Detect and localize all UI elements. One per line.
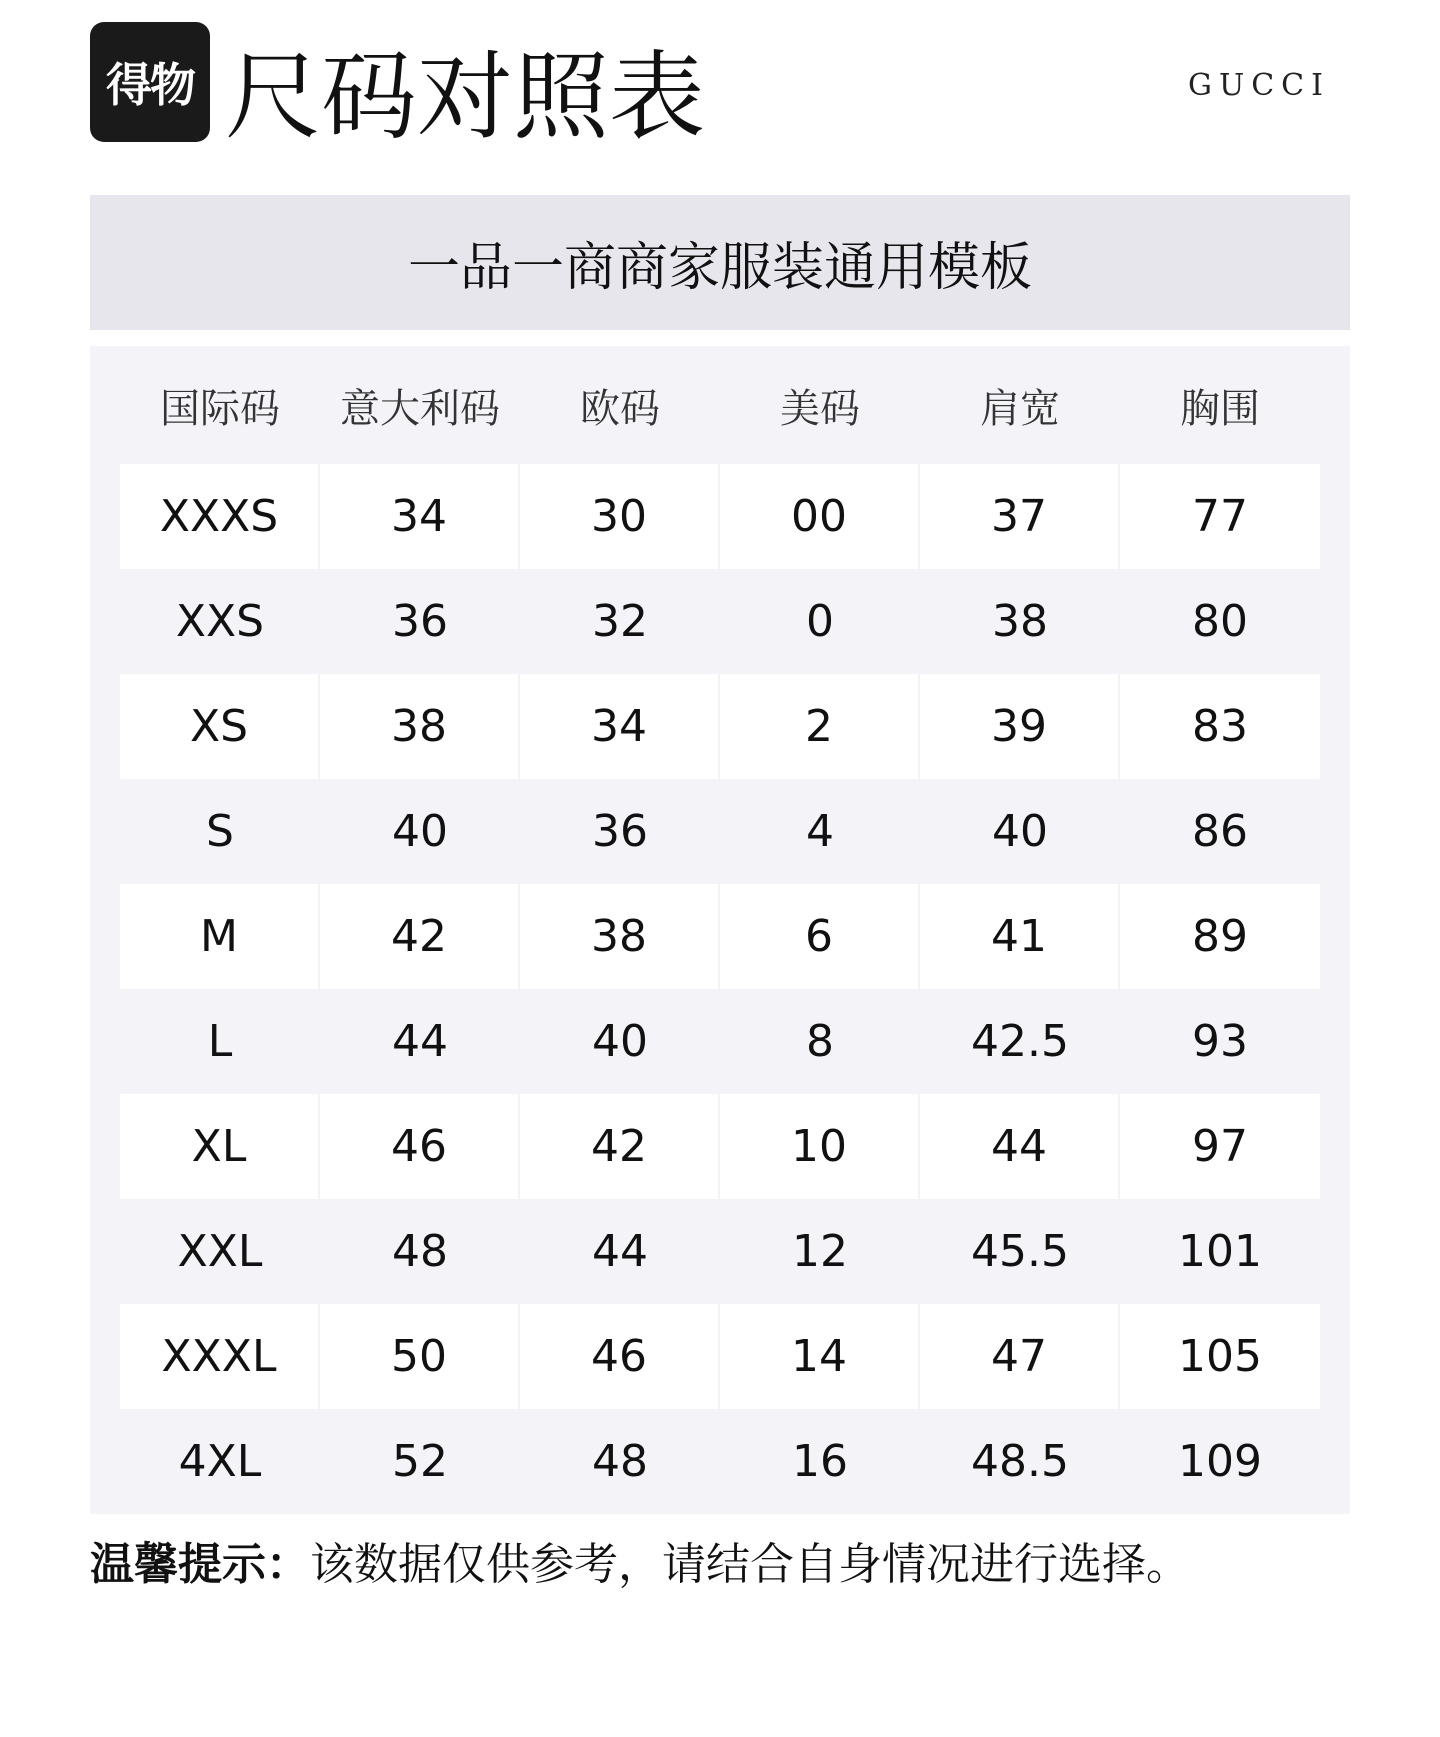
table-row	[120, 569, 1320, 674]
table-cell: 6	[720, 884, 920, 989]
table-cell: 2	[720, 674, 920, 779]
table-header-row	[120, 346, 1320, 464]
table-cell: 105	[1120, 1304, 1320, 1409]
table-row	[120, 464, 1320, 569]
table-cell: 34	[320, 464, 520, 569]
table-cell: 8	[806, 1016, 834, 1067]
table-row	[120, 674, 1320, 779]
tip-label: 温馨提示：	[90, 1539, 310, 1590]
size-table	[90, 346, 1350, 1514]
table-cell: 77	[1120, 464, 1320, 569]
table-cell: 12	[792, 1226, 848, 1277]
table-cell: 32	[592, 596, 648, 647]
table-cell: 50	[320, 1304, 520, 1409]
table-cell: 39	[920, 674, 1120, 779]
table-cell: 44	[392, 1016, 448, 1067]
table-cell: 4XL	[178, 1436, 262, 1487]
table-cell: XS	[120, 674, 320, 779]
table-cell: 40	[992, 806, 1048, 857]
table-cell: 42.5	[971, 1016, 1069, 1067]
table-cell: 48.5	[971, 1436, 1069, 1487]
brand-logo-text: GUCCI	[1187, 68, 1330, 103]
table-cell: 10	[720, 1094, 920, 1199]
table-cell: 45.5	[971, 1226, 1069, 1277]
logo-text: 得物	[106, 58, 194, 112]
table-cell: 37	[920, 464, 1120, 569]
table-cell: 97	[1120, 1094, 1320, 1199]
table-cell: S	[206, 806, 234, 857]
table-cell: XL	[120, 1094, 320, 1199]
header	[90, 22, 1350, 152]
column-header: 肩宽	[980, 385, 1060, 432]
table-cell: 14	[720, 1304, 920, 1409]
column-header: 意大利码	[340, 385, 500, 432]
table-cell: 40	[392, 806, 448, 857]
table-cell: 46	[320, 1094, 520, 1199]
table-cell: 41	[920, 884, 1120, 989]
table-cell: XXS	[175, 596, 265, 647]
table-cell: 30	[520, 464, 720, 569]
table-cell: XXXS	[120, 464, 320, 569]
column-header: 美码	[780, 385, 860, 432]
table-cell: 44	[592, 1226, 648, 1277]
column-header: 胸围	[1180, 385, 1260, 432]
table-row	[120, 884, 1320, 989]
table-cell: 38	[520, 884, 720, 989]
table-cell: 109	[1178, 1436, 1262, 1487]
table-row	[120, 989, 1320, 1094]
table-row	[120, 1199, 1320, 1304]
table-cell: 83	[1120, 674, 1320, 779]
table-row	[120, 1094, 1320, 1199]
dewu-logo	[90, 22, 210, 142]
column-header: 国际码	[160, 385, 280, 432]
table-cell: 48	[392, 1226, 448, 1277]
table-cell: 89	[1120, 884, 1320, 989]
tip-note	[90, 1535, 1190, 1595]
page-title: 尺码对照表	[225, 41, 705, 153]
tip-text: 该数据仅供参考，请结合自身情况进行选择。	[310, 1539, 1190, 1590]
table-cell: XXXL	[120, 1304, 320, 1409]
subtitle: 一品一商商家服装通用模板	[407, 238, 1032, 298]
table-cell: 42	[320, 884, 520, 989]
table-cell: 36	[592, 806, 648, 857]
table-cell: 38	[992, 596, 1048, 647]
table-row	[120, 1409, 1320, 1514]
table-cell: 40	[592, 1016, 648, 1067]
table-cell: 48	[592, 1436, 648, 1487]
table-cell: 00	[720, 464, 920, 569]
table-row	[120, 1304, 1320, 1409]
table-cell: 86	[1192, 806, 1248, 857]
table-cell: XXL	[177, 1226, 263, 1277]
column-header: 欧码	[580, 385, 660, 432]
table-cell: 44	[920, 1094, 1120, 1199]
table-cell: 80	[1192, 596, 1248, 647]
table-cell: 36	[392, 596, 448, 647]
table-cell: 34	[520, 674, 720, 779]
table-row	[120, 779, 1320, 884]
table-cell: M	[120, 884, 320, 989]
table-cell: 16	[792, 1436, 848, 1487]
table-cell: L	[207, 1016, 233, 1067]
table-cell: 101	[1178, 1226, 1262, 1277]
table-cell: 93	[1192, 1016, 1248, 1067]
table-cell: 46	[520, 1304, 720, 1409]
table-cell: 0	[806, 596, 834, 647]
table-cell: 47	[920, 1304, 1120, 1409]
table-cell: 52	[392, 1436, 448, 1487]
table-cell: 42	[520, 1094, 720, 1199]
table-cell: 38	[320, 674, 520, 779]
table-cell: 4	[806, 806, 834, 857]
table-body	[120, 464, 1320, 1514]
subtitle-band	[90, 195, 1350, 330]
